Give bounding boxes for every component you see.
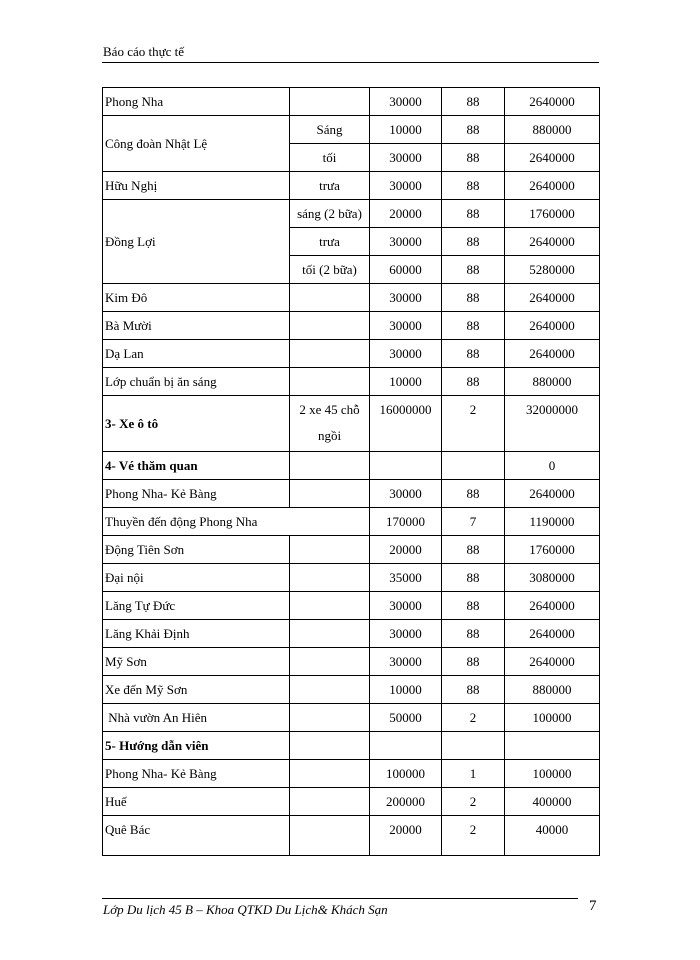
- unit-price: 30000: [370, 340, 442, 368]
- total-amount: 3080000: [505, 564, 600, 592]
- table-row: [103, 788, 600, 816]
- quantity: 88: [442, 200, 505, 228]
- item-name: Phong Nha- Kẻ Bàng: [103, 480, 290, 508]
- table-row: [103, 88, 600, 116]
- item-note: [290, 816, 370, 856]
- total-amount: 2640000: [505, 620, 600, 648]
- quantity: 88: [442, 480, 505, 508]
- quantity: 88: [442, 676, 505, 704]
- item-note: [290, 564, 370, 592]
- section-heading: 3- Xe ô tô: [103, 396, 290, 452]
- unit-price: 100000: [370, 760, 442, 788]
- unit-price: 30000: [370, 480, 442, 508]
- item-name: Xe đến Mỹ Sơn: [103, 676, 290, 704]
- item-note: [290, 284, 370, 312]
- table-row: [103, 760, 600, 788]
- item-name: Kim Đô: [103, 284, 290, 312]
- unit-price: 16000000: [370, 396, 442, 452]
- total-amount: 32000000: [505, 396, 600, 452]
- unit-price: 10000: [370, 116, 442, 144]
- item-note: [290, 88, 370, 116]
- total-amount: 2640000: [505, 480, 600, 508]
- item-name: Đại nội: [103, 564, 290, 592]
- item-name: Đồng Lợi: [103, 200, 290, 284]
- table-row: [103, 704, 600, 732]
- quantity: 88: [442, 592, 505, 620]
- item-name: Hữu Nghị: [103, 172, 290, 200]
- table-row: [103, 172, 600, 200]
- item-note: [290, 648, 370, 676]
- unit-price: 20000: [370, 536, 442, 564]
- table-row: [103, 452, 600, 480]
- quantity: 2: [442, 788, 505, 816]
- item-name: Lớp chuẩn bị ăn sáng: [103, 368, 290, 396]
- item-name: Mỹ Sơn: [103, 648, 290, 676]
- item-name: Dạ Lan: [103, 340, 290, 368]
- quantity: 88: [442, 144, 505, 172]
- unit-price: 50000: [370, 704, 442, 732]
- table-row: [103, 284, 600, 312]
- unit-price: 30000: [370, 648, 442, 676]
- quantity: 88: [442, 116, 505, 144]
- total-amount: 880000: [505, 116, 600, 144]
- total-amount: 880000: [505, 676, 600, 704]
- footer-divider: [102, 898, 578, 899]
- total-amount: 2640000: [505, 284, 600, 312]
- item-name: Huế: [103, 788, 290, 816]
- quantity: 7: [442, 508, 505, 536]
- table-row: [103, 564, 600, 592]
- table-row: [103, 508, 600, 536]
- total-amount: 100000: [505, 704, 600, 732]
- table-row: [103, 368, 600, 396]
- quantity: 88: [442, 368, 505, 396]
- item-note: [290, 676, 370, 704]
- item-note: [290, 480, 370, 508]
- quantity: 88: [442, 536, 505, 564]
- item-note: sáng (2 bữa): [290, 200, 370, 228]
- page-header-title: Báo cáo thực tế: [103, 44, 185, 59]
- table-row: [103, 396, 600, 452]
- quantity: [442, 732, 505, 760]
- item-note: [290, 732, 370, 760]
- item-note: [290, 340, 370, 368]
- unit-price: 170000: [370, 508, 442, 536]
- item-note: tối: [290, 144, 370, 172]
- total-amount: 0: [505, 452, 600, 480]
- table-row: [103, 620, 600, 648]
- quantity: 88: [442, 312, 505, 340]
- table-row: [103, 732, 600, 760]
- item-name: Động Tiên Sơn: [103, 536, 290, 564]
- unit-price: 30000: [370, 172, 442, 200]
- table-row: [103, 816, 600, 856]
- item-note: trưa: [290, 172, 370, 200]
- total-amount: 5280000: [505, 256, 600, 284]
- total-amount: 2640000: [505, 312, 600, 340]
- unit-price: 30000: [370, 228, 442, 256]
- item-note: [290, 368, 370, 396]
- quantity: 2: [442, 396, 505, 452]
- quantity: 2: [442, 816, 505, 856]
- item-name: Phong Nha- Kẻ Bàng: [103, 760, 290, 788]
- footer-text: Lớp Du lịch 45 B – Khoa QTKD Du Lịch& Khách Sạn: [103, 902, 388, 917]
- total-amount: 2640000: [505, 172, 600, 200]
- quantity: 88: [442, 648, 505, 676]
- table-row: [103, 480, 600, 508]
- item-note: [290, 536, 370, 564]
- quantity: 88: [442, 284, 505, 312]
- item-name: Bà Mười: [103, 312, 290, 340]
- cost-table: [102, 87, 600, 856]
- total-amount: 1190000: [505, 508, 600, 536]
- total-amount: 2640000: [505, 144, 600, 172]
- unit-price: 10000: [370, 676, 442, 704]
- total-amount: 1760000: [505, 200, 600, 228]
- page-number: 7: [589, 898, 597, 914]
- table-row: [103, 116, 600, 144]
- total-amount: 2640000: [505, 592, 600, 620]
- item-note: tối (2 bữa): [290, 256, 370, 284]
- item-name: Lăng Khải Định: [103, 620, 290, 648]
- section-heading: 4- Vé thăm quan: [103, 452, 290, 480]
- unit-price: 20000: [370, 200, 442, 228]
- quantity: 1: [442, 760, 505, 788]
- unit-price: 200000: [370, 788, 442, 816]
- item-note: [290, 620, 370, 648]
- unit-price: 10000: [370, 368, 442, 396]
- item-note: [290, 452, 370, 480]
- quantity: 88: [442, 228, 505, 256]
- item-note: Sáng: [290, 116, 370, 144]
- item-name: Phong Nha: [103, 88, 290, 116]
- quantity: 88: [442, 564, 505, 592]
- table-row: [103, 312, 600, 340]
- item-note: [290, 312, 370, 340]
- item-note: [290, 704, 370, 732]
- unit-price: 30000: [370, 312, 442, 340]
- section-heading: 5- Hướng dẫn viên: [103, 732, 290, 760]
- table-row: [103, 592, 600, 620]
- table-row: [103, 340, 600, 368]
- item-name: Nhà vườn An Hiên: [103, 704, 290, 732]
- quantity: 2: [442, 704, 505, 732]
- total-amount: 2640000: [505, 228, 600, 256]
- total-amount: [505, 732, 600, 760]
- header-divider: [102, 62, 599, 63]
- total-amount: 400000: [505, 788, 600, 816]
- unit-price: 35000: [370, 564, 442, 592]
- unit-price: [370, 732, 442, 760]
- unit-price: 20000: [370, 816, 442, 856]
- quantity: 88: [442, 340, 505, 368]
- unit-price: 30000: [370, 88, 442, 116]
- item-name: Thuyền đến động Phong Nha: [103, 508, 370, 536]
- table-row: [103, 200, 600, 228]
- item-note: [290, 788, 370, 816]
- table-row: [103, 536, 600, 564]
- quantity: [442, 452, 505, 480]
- total-amount: 880000: [505, 368, 600, 396]
- item-name: Quê Bác: [103, 816, 290, 856]
- quantity: 88: [442, 172, 505, 200]
- total-amount: 40000: [505, 816, 600, 856]
- total-amount: 100000: [505, 760, 600, 788]
- unit-price: [370, 452, 442, 480]
- quantity: 88: [442, 88, 505, 116]
- item-name: Lăng Tự Đức: [103, 592, 290, 620]
- item-name: Công đoàn Nhật Lệ: [103, 116, 290, 172]
- item-note: [290, 760, 370, 788]
- item-note: [290, 592, 370, 620]
- table-row: [103, 648, 600, 676]
- total-amount: 2640000: [505, 648, 600, 676]
- unit-price: 60000: [370, 256, 442, 284]
- unit-price: 30000: [370, 144, 442, 172]
- item-note: trưa: [290, 228, 370, 256]
- total-amount: 1760000: [505, 536, 600, 564]
- total-amount: 2640000: [505, 340, 600, 368]
- unit-price: 30000: [370, 284, 442, 312]
- quantity: 88: [442, 256, 505, 284]
- unit-price: 30000: [370, 620, 442, 648]
- total-amount: 2640000: [505, 88, 600, 116]
- table-row: [103, 676, 600, 704]
- item-note: 2 xe 45 chỗ ngồi: [290, 396, 370, 452]
- quantity: 88: [442, 620, 505, 648]
- unit-price: 30000: [370, 592, 442, 620]
